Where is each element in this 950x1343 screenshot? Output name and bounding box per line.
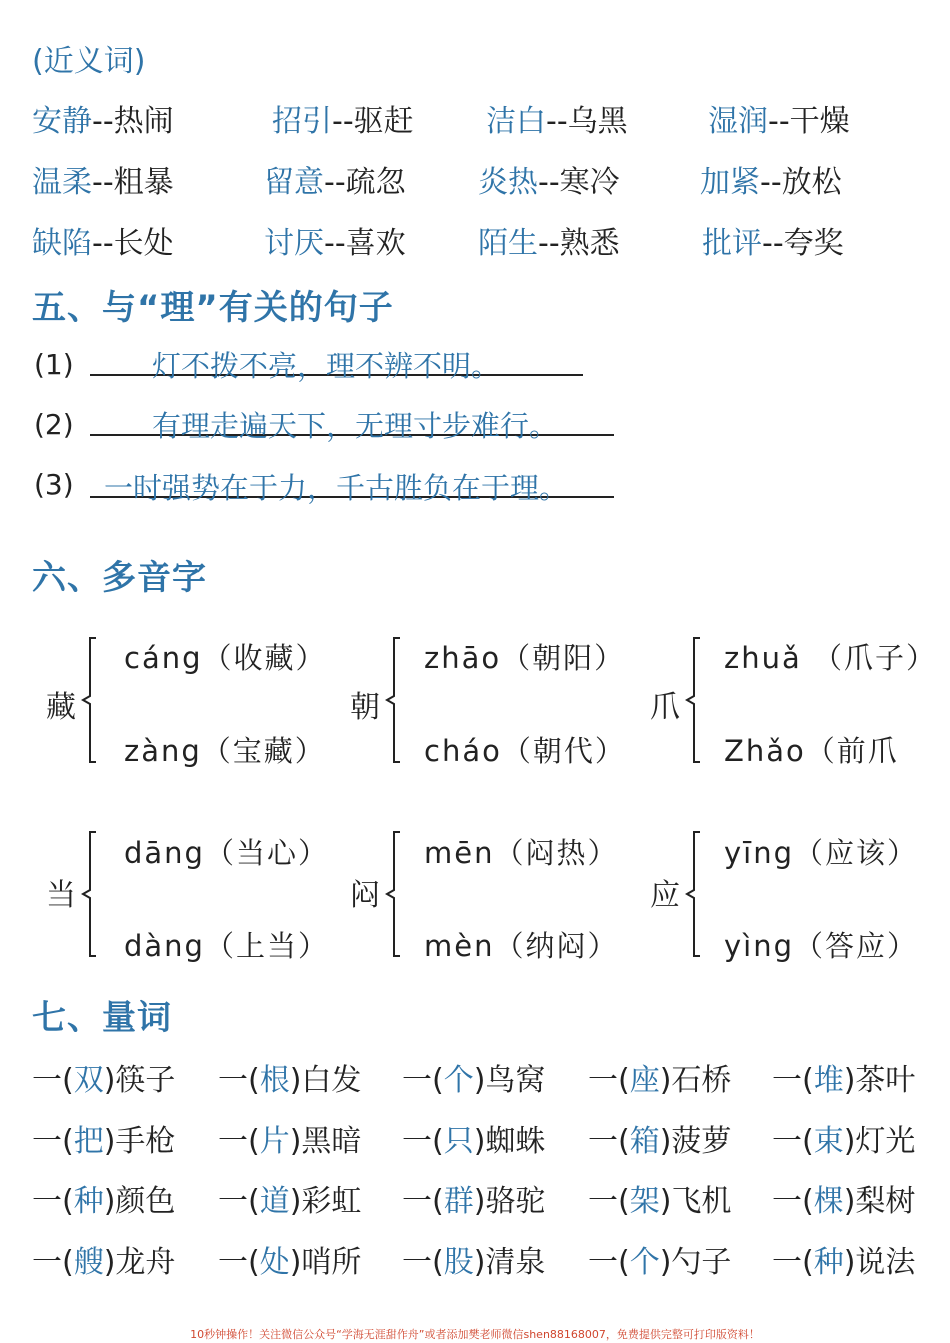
mw-noun: )哨所 bbox=[289, 1245, 362, 1280]
antonym-word-a: 批评 bbox=[702, 226, 762, 261]
mw-answer: 种 bbox=[73, 1184, 104, 1219]
mw-noun: )清泉 bbox=[473, 1245, 546, 1280]
antonym-word-a: 讨厌 bbox=[264, 226, 324, 261]
mw-answer: 箱 bbox=[629, 1124, 660, 1159]
antonym-word-a: 陌生 bbox=[478, 226, 538, 261]
antonym-pair bbox=[264, 218, 406, 262]
measure-word-item bbox=[32, 1176, 175, 1220]
mw-noun: )飞机 bbox=[659, 1184, 732, 1219]
section-5-title: 五、与“理”有关的句子 bbox=[32, 288, 394, 328]
mw-noun: )勺子 bbox=[659, 1245, 732, 1280]
measure-word-item bbox=[218, 1116, 361, 1160]
antonym-pair bbox=[702, 218, 844, 262]
antonym-word-a: 安静 bbox=[32, 104, 92, 139]
antonym-pair bbox=[708, 96, 850, 140]
brace-icon bbox=[684, 636, 702, 764]
measure-word-item bbox=[402, 1176, 545, 1220]
mw-prefix: 一( bbox=[32, 1124, 74, 1159]
antonym-word-b: 熟悉 bbox=[559, 226, 620, 261]
brace-icon bbox=[684, 830, 702, 958]
mw-prefix: 一( bbox=[218, 1184, 260, 1219]
mw-answer: 束 bbox=[813, 1124, 844, 1159]
mw-answer: 个 bbox=[629, 1245, 660, 1280]
antonym-separator: -- bbox=[324, 226, 346, 261]
mw-answer: 堆 bbox=[813, 1063, 844, 1098]
antonym-word-b: 热闹 bbox=[113, 104, 174, 139]
antonym-separator: -- bbox=[538, 165, 560, 200]
mw-prefix: 一( bbox=[32, 1063, 74, 1098]
antonym-word-b: 粗暴 bbox=[113, 165, 174, 200]
antonym-pair bbox=[486, 96, 628, 140]
antonym-separator: -- bbox=[332, 104, 354, 139]
antonym-pair bbox=[264, 157, 406, 201]
mw-answer: 片 bbox=[259, 1124, 290, 1159]
polyphone-reading: zàng（宝藏） bbox=[124, 734, 326, 768]
mw-prefix: 一( bbox=[402, 1184, 444, 1219]
sentence-number: (2) bbox=[34, 408, 74, 441]
mw-answer: 道 bbox=[259, 1184, 290, 1219]
mw-prefix: 一( bbox=[402, 1124, 444, 1159]
mw-noun: )白发 bbox=[289, 1063, 362, 1098]
antonym-word-b: 寒冷 bbox=[559, 165, 620, 200]
mw-noun: )筷子 bbox=[103, 1063, 176, 1098]
polyphone-char: 朝 bbox=[350, 690, 380, 725]
measure-word-item bbox=[32, 1055, 175, 1099]
sentence-number: (3) bbox=[34, 468, 74, 501]
mw-noun: )说法 bbox=[843, 1245, 916, 1280]
polyphone-char: 闷 bbox=[350, 878, 380, 913]
mw-noun: )龙舟 bbox=[103, 1245, 176, 1280]
antonym-word-b: 长处 bbox=[113, 226, 174, 261]
antonym-note: (近义词) bbox=[32, 44, 146, 79]
mw-noun: )鸟窝 bbox=[473, 1063, 546, 1098]
section-6-title: 六、多音字 bbox=[32, 558, 207, 598]
polyphone-reading: Zhǎo（前爪 bbox=[724, 734, 899, 768]
antonym-separator: -- bbox=[92, 226, 114, 261]
measure-word-item bbox=[218, 1237, 361, 1281]
measure-word-item bbox=[32, 1237, 175, 1281]
sentence-text: 有理走遍天下，无理寸步难行。 bbox=[152, 409, 559, 443]
mw-prefix: 一( bbox=[218, 1063, 260, 1098]
mw-noun: )茶叶 bbox=[843, 1063, 916, 1098]
measure-word-item bbox=[402, 1116, 545, 1160]
measure-word-item bbox=[402, 1237, 545, 1281]
sentence-text: 灯不拨不亮，理不辨不明。 bbox=[152, 349, 501, 383]
mw-noun: )灯光 bbox=[843, 1124, 916, 1159]
antonym-word-b: 夸奖 bbox=[783, 226, 844, 261]
antonym-pair bbox=[32, 157, 174, 201]
antonym-word-b: 疏忽 bbox=[345, 165, 406, 200]
mw-answer: 座 bbox=[629, 1063, 660, 1098]
antonym-pair bbox=[272, 96, 414, 140]
antonym-word-a: 湿润 bbox=[708, 104, 768, 139]
antonym-separator: -- bbox=[546, 104, 568, 139]
antonym-word-a: 炎热 bbox=[478, 165, 538, 200]
polyphone-reading: yìng（答应） bbox=[724, 929, 919, 963]
mw-answer: 架 bbox=[629, 1184, 660, 1219]
mw-answer: 个 bbox=[443, 1063, 474, 1098]
mw-answer: 艘 bbox=[73, 1245, 104, 1280]
antonym-word-a: 温柔 bbox=[32, 165, 92, 200]
polyphone-char: 藏 bbox=[46, 690, 76, 725]
mw-noun: )手枪 bbox=[103, 1124, 176, 1159]
mw-prefix: 一( bbox=[218, 1124, 260, 1159]
mw-answer: 处 bbox=[259, 1245, 290, 1280]
mw-prefix: 一( bbox=[588, 1245, 630, 1280]
brace-icon bbox=[384, 830, 402, 958]
measure-word-item bbox=[772, 1116, 915, 1160]
polyphone-reading: zhuǎ （爪子） bbox=[724, 641, 937, 675]
measure-word-item bbox=[218, 1176, 361, 1220]
antonym-word-a: 缺陷 bbox=[32, 226, 92, 261]
brace-icon bbox=[80, 830, 98, 958]
measure-word-item bbox=[588, 1116, 731, 1160]
polyphone-reading: zhāo（朝阳） bbox=[424, 641, 626, 675]
polyphone-reading: cáng（收藏） bbox=[124, 641, 327, 675]
mw-prefix: 一( bbox=[772, 1124, 814, 1159]
antonym-separator: -- bbox=[762, 226, 784, 261]
mw-prefix: 一( bbox=[588, 1124, 630, 1159]
mw-prefix: 一( bbox=[588, 1184, 630, 1219]
antonym-separator: -- bbox=[760, 165, 782, 200]
mw-prefix: 一( bbox=[32, 1245, 74, 1280]
mw-noun: )颜色 bbox=[103, 1184, 176, 1219]
section-7-title: 七、量词 bbox=[32, 998, 172, 1038]
antonym-separator: -- bbox=[538, 226, 560, 261]
measure-word-item bbox=[588, 1055, 731, 1099]
antonym-pair bbox=[32, 218, 174, 262]
measure-word-item bbox=[588, 1176, 731, 1220]
antonym-word-b: 放松 bbox=[781, 165, 842, 200]
sentence-text: 一时强势在于力，千古胜负在于理。 bbox=[104, 471, 569, 505]
polyphone-char: 爪 bbox=[650, 690, 680, 725]
antonym-word-b: 喜欢 bbox=[345, 226, 406, 261]
mw-answer: 股 bbox=[443, 1245, 474, 1280]
sentence-answer-line bbox=[90, 408, 614, 443]
antonym-pair bbox=[478, 218, 620, 262]
mw-noun: )黑暗 bbox=[289, 1124, 362, 1159]
mw-answer: 把 bbox=[73, 1124, 104, 1159]
antonym-word-b: 驱赶 bbox=[353, 104, 414, 139]
polyphone-char: 当 bbox=[46, 878, 76, 913]
mw-prefix: 一( bbox=[772, 1245, 814, 1280]
antonym-pair bbox=[32, 96, 174, 140]
measure-word-item bbox=[218, 1055, 361, 1099]
antonym-separator: -- bbox=[92, 165, 114, 200]
measure-word-item bbox=[402, 1055, 545, 1099]
antonym-separator: -- bbox=[768, 104, 790, 139]
polyphone-reading: mèn（纳闷） bbox=[424, 929, 619, 963]
antonym-word-a: 加紧 bbox=[700, 165, 760, 200]
mw-prefix: 一( bbox=[772, 1063, 814, 1098]
antonym-word-a: 留意 bbox=[264, 165, 324, 200]
polyphone-reading: dāng（当心） bbox=[124, 836, 329, 870]
antonym-pair bbox=[478, 157, 620, 201]
antonym-word-b: 干燥 bbox=[789, 104, 850, 139]
measure-word-item bbox=[772, 1055, 915, 1099]
antonym-word-b: 乌黑 bbox=[567, 104, 628, 139]
measure-word-item bbox=[32, 1116, 175, 1160]
sentence-answer-line bbox=[90, 470, 614, 505]
mw-prefix: 一( bbox=[402, 1245, 444, 1280]
sentence-answer-line bbox=[90, 348, 583, 383]
antonym-word-a: 招引 bbox=[272, 104, 332, 139]
mw-prefix: 一( bbox=[772, 1184, 814, 1219]
antonym-separator: -- bbox=[324, 165, 346, 200]
mw-prefix: 一( bbox=[588, 1063, 630, 1098]
mw-prefix: 一( bbox=[32, 1184, 74, 1219]
mw-noun: )彩虹 bbox=[289, 1184, 362, 1219]
mw-answer: 群 bbox=[443, 1184, 474, 1219]
brace-icon bbox=[384, 636, 402, 764]
mw-noun: )梨树 bbox=[843, 1184, 916, 1219]
polyphone-char: 应 bbox=[650, 878, 680, 913]
brace-icon bbox=[80, 636, 98, 764]
mw-answer: 种 bbox=[813, 1245, 844, 1280]
polyphone-reading: cháo（朝代） bbox=[424, 734, 626, 768]
sentence-number: (1) bbox=[34, 348, 74, 381]
footer-notice: 10秒钟操作！关注微信公众号“学海无涯甜作舟”或者添加樊老师微信shen88168007，免费提供完整可打印版资料！ bbox=[190, 1328, 760, 1341]
mw-noun: )菠萝 bbox=[659, 1124, 732, 1159]
polyphone-reading: dàng（上当） bbox=[124, 929, 329, 963]
mw-noun: )石桥 bbox=[659, 1063, 732, 1098]
mw-answer: 根 bbox=[259, 1063, 290, 1098]
antonym-word-a: 洁白 bbox=[486, 104, 546, 139]
mw-noun: )蜘蛛 bbox=[473, 1124, 546, 1159]
mw-answer: 只 bbox=[443, 1124, 474, 1159]
antonym-pair bbox=[700, 157, 842, 201]
measure-word-item bbox=[772, 1237, 915, 1281]
measure-word-item bbox=[772, 1176, 915, 1220]
mw-answer: 双 bbox=[73, 1063, 104, 1098]
mw-prefix: 一( bbox=[218, 1245, 260, 1280]
mw-answer: 棵 bbox=[813, 1184, 844, 1219]
antonym-separator: -- bbox=[92, 104, 114, 139]
polyphone-reading: yīng（应该） bbox=[724, 836, 919, 870]
measure-word-item bbox=[588, 1237, 731, 1281]
mw-prefix: 一( bbox=[402, 1063, 444, 1098]
polyphone-reading: mēn（闷热） bbox=[424, 836, 619, 870]
mw-noun: )骆驼 bbox=[473, 1184, 546, 1219]
